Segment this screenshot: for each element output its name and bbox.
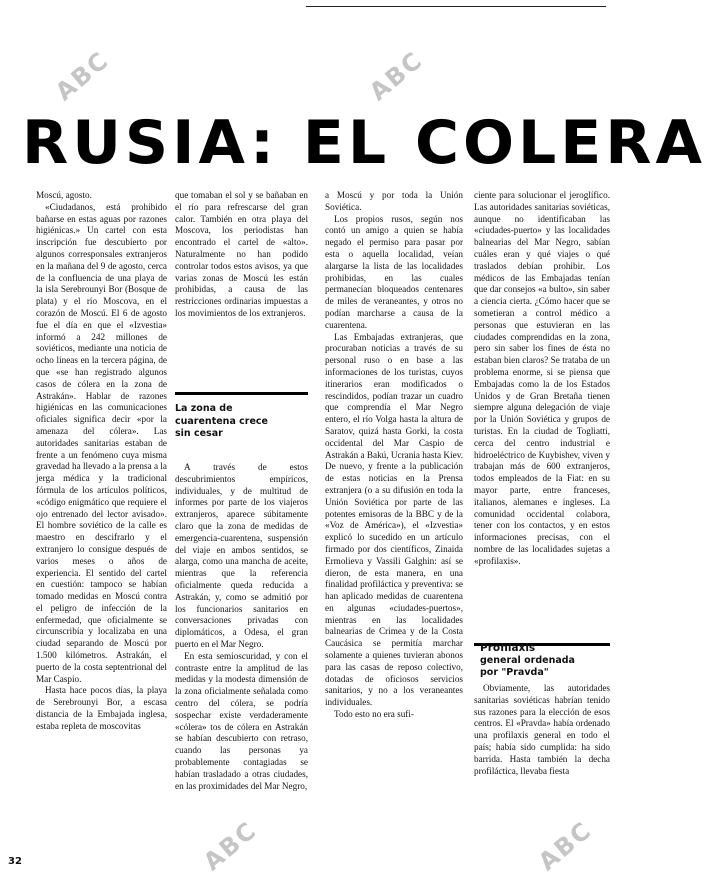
paragraph: Obviamente, las autoridades sanitarias soviéticas habrían tenido sus razones para la elección de esos centros. El «Pravda» había ordenado una profilaxis general en todo el país; había sido cumplida: ha sido barrida. Hasta también la decha profiláctica, llevaba fiesta xyxy=(474,683,610,776)
paragraph: Hasta hace pocos días, la playa de Serebrounyi Bor, a escasa distancia de la Embajada inglesa, estaba repleta de moscovitas xyxy=(36,685,167,731)
paragraph: A través de estos descubrimientos empíricos, individuales, y de multitud de informes por parte de los viajeros extranjeros, aparece súbitamente claro que la zona de medidas de emergencia-cuarentena, suspensión del viaje en ambos sentidos, se alarga, como una mancha de aceite, mientras que la referencia oficialmente queda reducida a Astrakán, y, como se admitió por los funcionarios sanitarios en conversaciones privadas con diplomáticos, a Odesa, el gran puerto en el Mar Negro. xyxy=(175,462,308,649)
column-4-top xyxy=(474,190,610,622)
watermark-abc-4: ABC xyxy=(533,815,598,877)
watermark-abc-1: ABC xyxy=(50,45,115,107)
paragraph: a Moscú y por toda la Unión Soviética. xyxy=(325,190,463,212)
paragraph: Las Embajadas extranjeras, que procuraban noticias a través de su personal ruso o en base a las informaciones de los turistas, cuyos itinerarios eran modificados o rescindidos, podían trazar un cuadro que comprendía el Mar Negro entero, el río Volga hasta la altura de Saratov, quizá hasta Gorki, la costa occidental del Mar Caspio de Astrakán a Bakú, Ucrania hasta Kiev. De nuevo, y frente a la publicación de estas noticias en la Prensa extranjera (o a su difusión en toda la Unión Soviética por parte de las potentes emisoras de la BBC y de la «Voz de América»), el «Izvestia» explicó lo sucedido en un artículo firmado por dos científicos, Zinaida Ermolieva y Vassili Galghin: así se dieron, de esta manera, en una finalidad profiláctica y preventiva: se han aplicado medidas de cuarentena en algunas «ciudades-puertos», mientras en las localidades balnearias de Crimea y de la Costa Caucásica se permitía marchar solamente a quienes tuvieran abonos para las casas de reposo colectivo, dotadas de oficiosos servicios sanitarios, y no a los veraneantes individuales. xyxy=(325,331,463,708)
headline: RUSIA: EL COLERA xyxy=(22,108,706,178)
column-1 xyxy=(36,190,167,850)
column-2-bottom xyxy=(175,462,308,847)
subhead-profilaxis: Profilaxis general ordenada por "Pravda" xyxy=(480,642,575,678)
subhead-zona-cuarentena: La zona de cuarentena crece sin cesar xyxy=(175,403,268,439)
dateline: Moscú, agosto. xyxy=(36,190,92,200)
paragraph: ciente para solucionar el jeroglífico. Las autoridades sanitarias soviéticas, aunque no identificaban las «ciudades-puerto» y las localidades balnearias del Mar Negro, sabían cuáles eran y qué viajes o qué traslados debían prohibir. Los médicos de las Embajadas tenían que dar consejos «a bulto», sin saber a ciencia cierta. ¿Cómo hacer que se sometieran a control médico a personas que estuvieran en las ciudades comprendidas en la zona, pero sin saber los fines de ésta no estaban bien claros? Se trataba de un problema enorme, si se piensa que Embajadas como la de los Estados Unidos y de Gran Bretaña tienen siempre alguna delegación de viaje por la Unión Soviética y grupos de turistas. En la ciudad de Togliatti, cerca del centro industrial e hidroeléctrico de Kuybishev, viven y trabajan más de 600 extranjeros, todos empleados de la Fiat: en su mayor parte, entre franceses, italianos, alemanes e ingleses. La comunidad occidental colabora, tener con los contactos, y en estos informaciones precisas, con el nombre de las localidades sujetas a «profilaxis». xyxy=(474,190,610,566)
column-3 xyxy=(325,190,463,850)
watermark-abc-3: ABC xyxy=(198,815,263,877)
paragraph: En esta semioscuridad, y con el contraste entre la amplitud de las medidas y la modesta dimensión de la zona oficialmente señalada como centro del cólera, se podría sospechar existe verdaderamente «cólera» tos de cólera en Astrakán se habían descubierto con retraso, cuando las personas ya probablemente contagiadas se habían trasladado a otras ciudades, en las proximidades del Mar Negro, xyxy=(175,650,308,791)
watermark-abc-2: ABC xyxy=(364,45,429,107)
paragraph: «Ciudadanos, está prohibido bañarse en estas aguas por razones higiénicas.» Un cartel con esta inscripción fue descubierto por algunos corresponsales extranjeros en la mañana del 9 de agosto, cerca de la confluencia de una playa de la isla Serebrounyi Bor (Bosque de plata) y el río Moscova, en el corazón de Moscú. El 6 de agosto fue el día en que el «Izvestia» informó a 242 millones de soviéticos, mediante una noticia de ocho líneas en la tercera página, de que «se han registrado algunos casos de cólera en la zona de Astrakán». Hablar de razones higiénicas en las comunicaciones oficiales significa decir «por la amenaza del cólera». Las autoridades sanitarias estaban de frente a un fenómeno cuya misma gravedad ha llevado a la prensa a la jerga médica y la tradicional fórmula de los artículos políticos, «código enigmático que requiere el ojo entrenado del lector avisado». El hombre soviético de la calle es maestro en descifrarlo y el extranjero lo consigue después de varios meses o años de experiencia. El sentido del cartel en cuestión: tampoco se habían tomado medidas en Moscú contra el peligro de infección de la enfermedad, que oficialmente se circunscribía y localizaba en una ciudad separando de Moscú por 1.500 kilómetros. Astrakán, el puerto de la costa septentrional del Mar Caspio. xyxy=(36,201,167,684)
page-number: 32 xyxy=(8,856,22,867)
paragraph: Los propios rusos, según nos contó un amigo a quien se había negado el permiso para pasar por esta o aquella localidad, veían alargarse la lista de las localidades prohibidas, en las cuales permanecían bloqueados centenares de miles de veraneantes, y otros no podían marcharse a causa de la cuarentena. xyxy=(325,213,463,330)
paragraph: que tomaban el sol y se bañaban en el río para refrescarse del gran calor. También en otra playa del Moscova, los periodistas han encontrado el cartel de «alto». Naturalmente no han podido controlar todos estos avisos, ya que varias zonas de Moscú les están prohibidas, a causa de las restricciones ordinarias impuestas a los movimientos de los extranjeros. xyxy=(175,190,308,318)
subhead-rule xyxy=(175,392,308,395)
column-2-top xyxy=(175,190,308,362)
paragraph: Todo esto no era sufi- xyxy=(334,709,414,720)
column-4-bottom xyxy=(474,683,610,868)
top-rule xyxy=(306,6,606,7)
